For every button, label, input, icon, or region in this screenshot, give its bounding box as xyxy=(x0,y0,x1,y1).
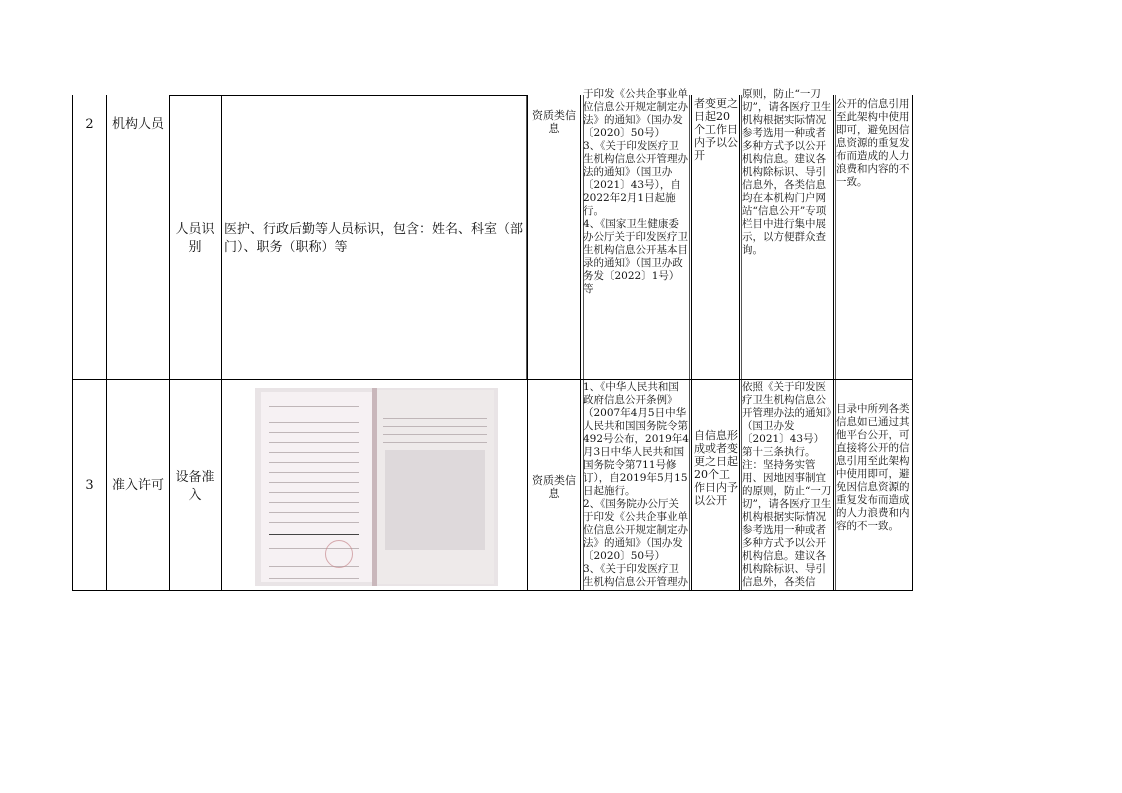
category-cell: 机构人员 xyxy=(111,117,164,132)
row-rule xyxy=(169,95,528,96)
disclosure-table xyxy=(72,88,913,591)
row-number: 3 xyxy=(85,478,94,493)
column-rule xyxy=(169,95,170,591)
stamp-icon xyxy=(325,540,353,568)
certificate-left-page xyxy=(261,392,373,582)
basis-cell: 1、《中华人民共和国政府信息公开条例》（2007年4月5日中华人民共和国国务院令第492号公布，2019年4月3日中华人民共和国国务院令第711号修订），自2019年5月15日起施行。 2、《国务院办公厅关于印发《公共企事业单位信息公开规定制定办法》的通知》（国办发〔2020〕50号） 3、《关于印发医疗卫生机构信息公开管理办 xyxy=(583,381,689,588)
certificate-fold xyxy=(372,388,377,586)
item-cell: 人员识别 xyxy=(175,222,215,255)
license-certificate-photo xyxy=(255,388,498,586)
table-border-bottom xyxy=(72,590,913,591)
basis-cell: 于印发《公共企事业单位信息公开规定制定办法》的通知》（国办发〔2020〕50号） 3、《关于印发医疗卫生机构信息公开管理办法的通知》（国卫办〔2021〕43号），自2022年2月1日起施行。 4、《国家卫生健康委办公厅关于印发医疗卫生机构信息公开基本目录的通知》（国卫办政务发〔2022〕1号）等 xyxy=(583,88,688,295)
column-rule xyxy=(691,95,692,591)
column-rule xyxy=(580,95,581,591)
certificate-grid xyxy=(385,450,485,550)
row-rule xyxy=(72,379,913,380)
table-border-right xyxy=(912,95,913,591)
category-cell: 准入许可 xyxy=(111,478,164,493)
column-rule xyxy=(526,95,527,379)
column-rule xyxy=(527,95,528,591)
column-rule xyxy=(689,95,690,591)
item-cell: 设备准入 xyxy=(175,470,215,503)
column-rule xyxy=(106,95,107,591)
type-cell: 资质类信息 xyxy=(532,474,576,500)
column-rule xyxy=(221,95,222,591)
time-cell: 自信息形成或者变更之日起20个工作日内予以公开 xyxy=(694,429,738,507)
content-cell: 医护、行政后勤等人员标识，包含：姓名、科室（部门）、职务（职称）等 xyxy=(224,222,524,255)
time-cell: 者变更之日起20个工作日内予以公开 xyxy=(694,97,738,162)
type-cell: 资质类信息 xyxy=(532,109,576,135)
remark-cell: 目录中所列各类信息如已通过其他平台公开，可直接将公开的信息引用至此架构中使用即可，避免因信息资源的重复发布而造成的人力浪费和内容的不一致。 xyxy=(836,403,910,532)
manner-cell: 依照《关于印发医疗卫生机构信息公开管理办法的通知》（国卫办发〔2021〕43号）第十三条执行。 注：坚持务实管用、因地因事制宜的原则，防止“一刀切”，请各医疗卫生机构根据实际情况参考选用一种或者多种方式予以公开机构信息。建议各机构除标识、导引信息外，各类信 xyxy=(742,381,832,588)
column-rule xyxy=(739,95,740,591)
remark-cell: 公开的信息引用至此架构中使用即可，避免因信息资源的重复发布而造成的人力浪费和内容的不一致。 xyxy=(836,98,910,188)
row-number: 2 xyxy=(85,117,94,132)
manner-cell: 原则，防止“一刀切”，请各医疗卫生机构根据实际情况参考选用一种或者多种方式予以公开机构信息。建议各机构除标识、导引信息外，各类信息均在本机构门户网站“信息公开”专项栏目中进行集中展示，以方便群众查询。 xyxy=(742,88,832,256)
column-rule xyxy=(833,95,834,591)
table-border-left xyxy=(72,95,73,591)
